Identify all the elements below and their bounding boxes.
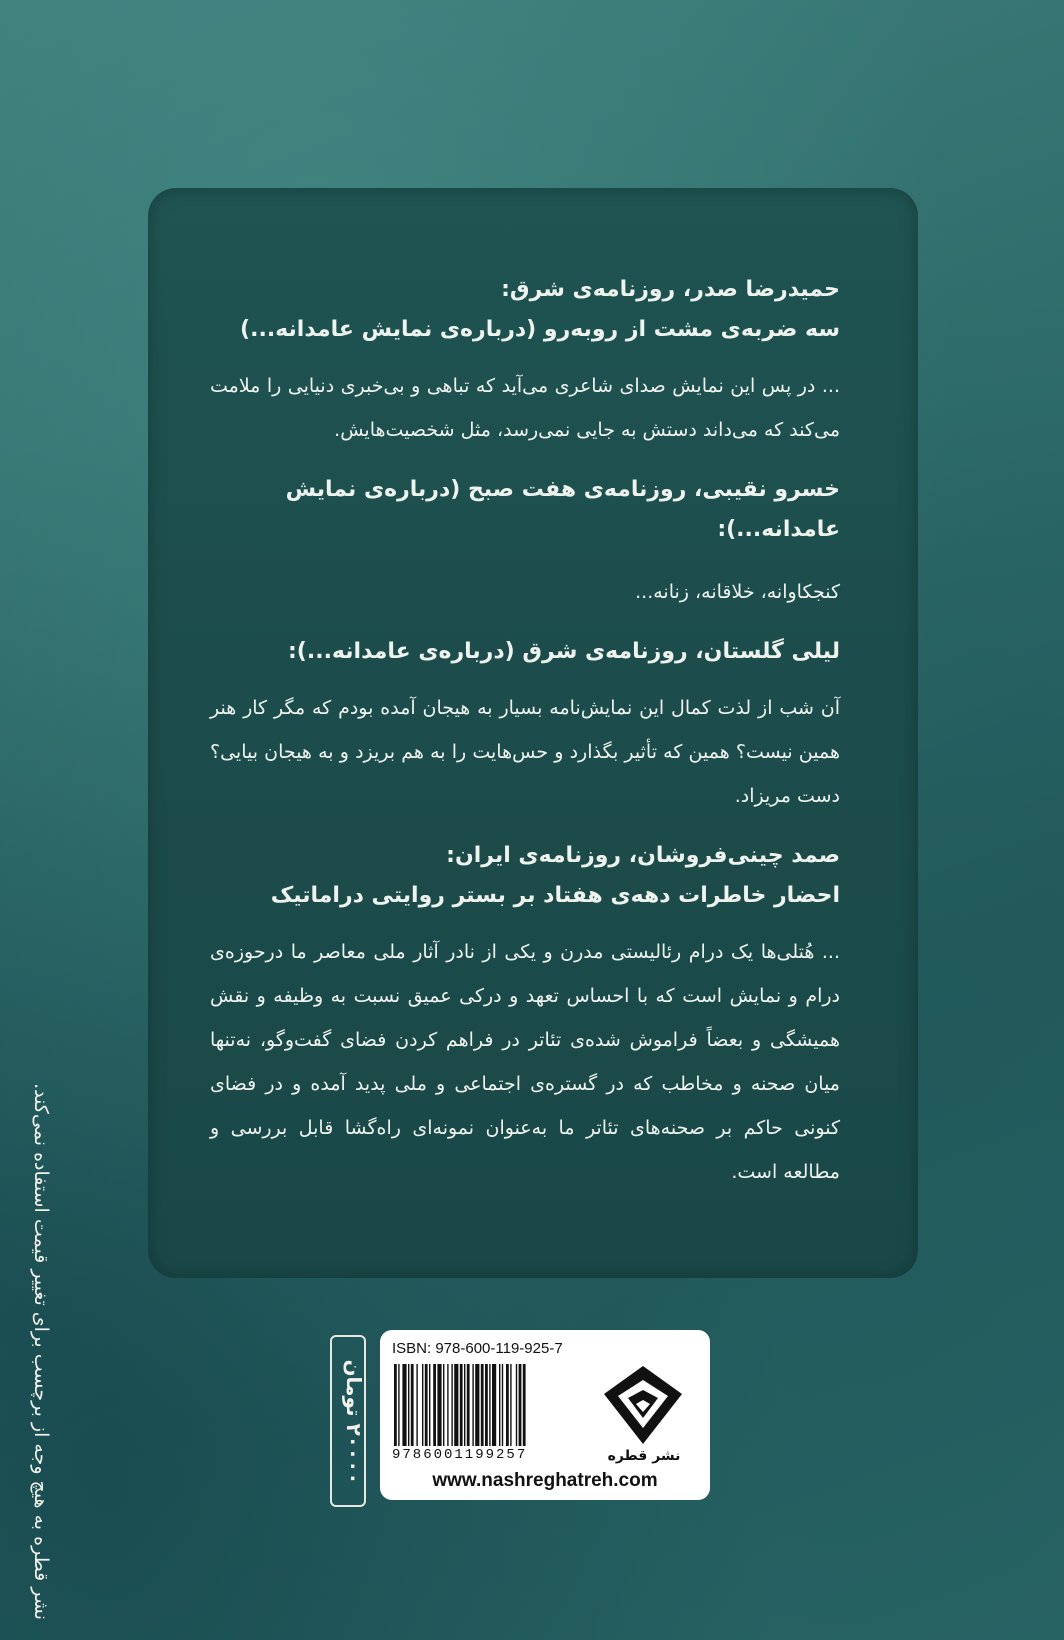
- price-policy-note: نشر قطره به هیچ وجه از برچسب برای تغییر قیمت استفاده نمی‌کند.: [30, 1083, 52, 1620]
- review-4-text: ... هُتلی‌ها یک درام رئالیستی مدرن و یکی از نادر آثار ملی معاصر ما درحوزه‌ی درام و نمایش است که با احساس تعهد و درکی عمیق نسبت به وظیفه و نقش همیشگی و بعضاً فراموش شده‌ی تئاتر در فراهم کردن فضای گفت‌وگو، نه‌تنها میان صحنه و مخاطب که در گستره‌ی اجتماعی و ملی پدید آمده و در فضای کنونی حاکم بر صحنه‌های تئاتر ما به‌عنوان نمونه‌ای راه‌گشا قابل بررسی و مطالعه است.: [210, 941, 840, 1183]
- review-1: [210, 270, 840, 452]
- publisher-name: نشر قطره: [607, 1448, 681, 1464]
- review-4: [210, 836, 840, 1194]
- review-1-heading-line-1: حمیدرضا صدر، روزنامه‌ی شرق:: [501, 277, 840, 302]
- price-label: ۲۰۰۰۰ تومان: [342, 1359, 366, 1485]
- review-4-heading-line-2: احضار خاطرات دهه‌ی هفتاد بر بستر روایتی دراماتیک: [270, 883, 840, 908]
- review-3-heading: لیلی گلستان، روزنامه‌ی شرق (درباره‌ی عامدانه...):: [288, 639, 840, 664]
- reviews-content: [210, 270, 840, 1212]
- barcode-digits: 9786001199257: [392, 1447, 528, 1463]
- review-3-text: آن شب از لذت کمال این نمایش‌نامه بسیار به هیجان آمده بودم که مگر کار هنر همین نیست؟ همین که تأثیر بگذارد و حس‌هایت را به هم بریزد و به هیجان بیایی؟ دست مریزاد.: [210, 697, 840, 807]
- isbn-label: ISBN: 978-600-119-925-7: [392, 1340, 563, 1357]
- review-1-text: ... در پس این نمایش صدای شاعری می‌آید که تباهی و بی‌خبری دنیایی را ملامت می‌کند که می‌داند دستش به جایی نمی‌رسد، مثل شخصیت‌هایش.: [210, 375, 840, 441]
- review-2: [210, 470, 840, 614]
- website-url: www.nashreghatreh.com: [432, 1470, 658, 1491]
- publisher-logo-icon: [598, 1360, 688, 1450]
- barcode-image: [392, 1364, 582, 1446]
- review-4-heading-line-1: صمد چینی‌فروشان، روزنامه‌ی ایران:: [446, 843, 840, 868]
- review-3: [210, 632, 840, 818]
- review-2-heading: خسرو نقیبی، روزنامه‌ی هفت صبح (درباره‌ی نمایش عامدانه...):: [285, 477, 840, 542]
- barcode-card: [380, 1330, 710, 1500]
- review-2-text: کنجکاوانه، خلاقانه، زنانه...: [635, 581, 840, 603]
- review-1-heading-line-2: سه ضربه‌ی مشت از روبه‌رو (درباره‌ی نمایش عامدانه...): [240, 317, 840, 342]
